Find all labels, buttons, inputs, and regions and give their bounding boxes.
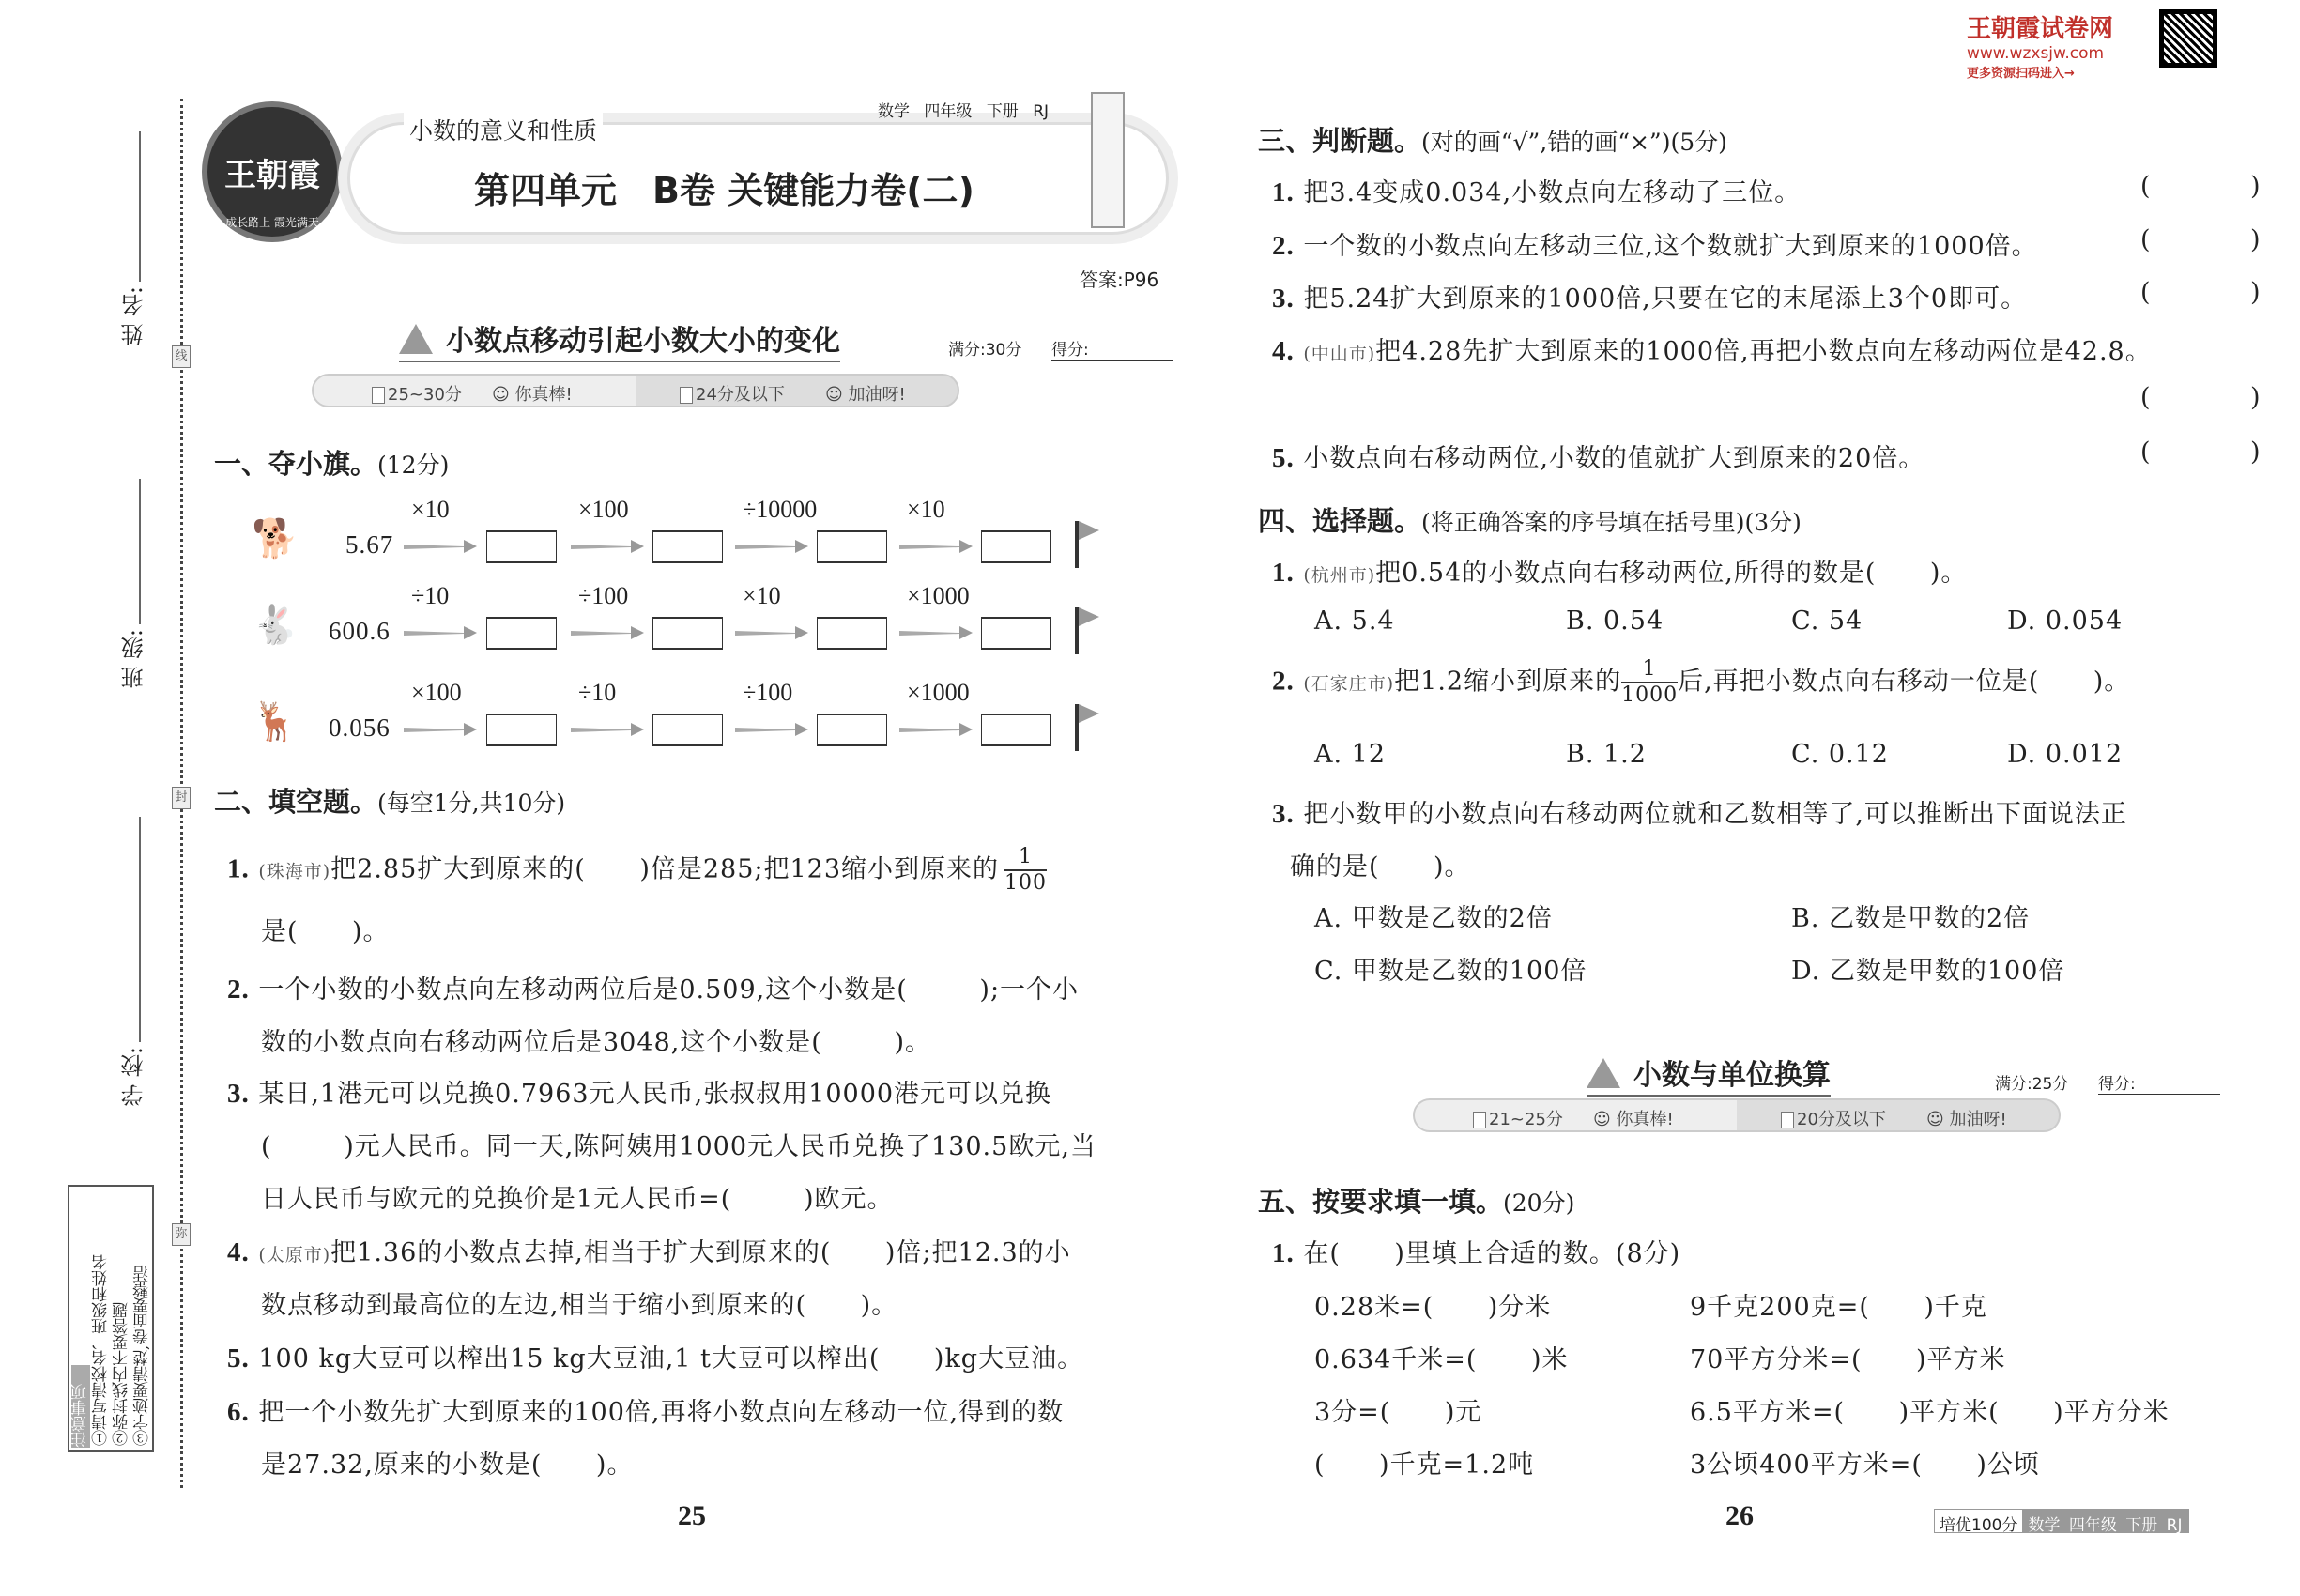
checkbox[interactable] [680, 387, 693, 404]
question-number: 4. [227, 1237, 250, 1267]
conversion-item: 6.5平方米=( )平方米( )平方分米 [1690, 1398, 2170, 1427]
question-number: 1. [1272, 1238, 1295, 1268]
option[interactable]: B. 乙数是甲数的2倍 [1791, 904, 2031, 933]
full-score: 满分:30分 [948, 341, 1022, 360]
question-text: 数点移动到最高位的左边,相当于缩小到原来的( )。 [261, 1291, 898, 1320]
question-text: 是( )。 [261, 917, 390, 946]
checkbox[interactable] [372, 387, 385, 404]
choice-item [1272, 657, 2130, 708]
operation-label: ×100 [578, 496, 629, 523]
city-tag: (珠海市) [258, 861, 331, 882]
answer-box[interactable] [652, 714, 723, 746]
conversion-item: ( )千克=1.2吨 [1314, 1450, 1535, 1480]
band-label: 25~30分 [388, 385, 462, 405]
checkbox[interactable] [1473, 1112, 1486, 1128]
question-number: 3. [227, 1079, 250, 1109]
band-label: 20分及以下 [1797, 1110, 1886, 1129]
question-heading [214, 781, 565, 820]
city-tag: (石家庄市) [1303, 673, 1395, 695]
answer-parens[interactable]: ( ) [2140, 437, 2262, 467]
sailboat-icon [1587, 1058, 1620, 1088]
flag-icon [1075, 521, 1079, 568]
option[interactable]: D. 0.012 [2007, 740, 2124, 769]
animal-icon: 🦌 [252, 700, 299, 744]
question-number: 3. [1272, 799, 1295, 829]
start-number: 5.67 [345, 530, 394, 559]
answer-box[interactable] [981, 530, 1051, 563]
question-text: 100 kg大豆可以榨出15 kg大豆油,1 t大豆可以榨出( )kg大豆油。 [258, 1344, 1084, 1373]
operation-label: ×1000 [907, 582, 970, 609]
class-field[interactable] [139, 479, 141, 624]
answer-ref: 答案:P96 [1080, 269, 1159, 291]
sailboat-icon [399, 324, 433, 354]
answer-box[interactable] [652, 617, 723, 650]
conversion-item: 70平方分米=( )平方米 [1690, 1345, 2006, 1374]
question-heading [1258, 120, 1727, 159]
question-number: 2. [227, 974, 250, 1005]
question-text: 数的小数点向右移动两位后是3048,这个小数是( )。 [261, 1028, 932, 1057]
praise-label: 加油呀! [1949, 1110, 2007, 1129]
question-text: 把5.24扩大到原来的1000倍,只要在它的末尾添上3个0即可。 [1303, 284, 2028, 314]
conversion-item: 0.634千米=( )米 [1314, 1345, 1569, 1374]
footer-badge [1934, 1509, 2189, 1533]
fraction [1621, 657, 1678, 708]
tag: 四年级 [924, 102, 973, 121]
animal-icon: 🐕 [252, 517, 299, 560]
score-field[interactable]: 得分: [1051, 336, 1173, 361]
choice-item [1272, 552, 1967, 589]
tag: 下册 [986, 102, 1019, 121]
arrow-icon [899, 725, 973, 734]
judgement-item [1272, 225, 2038, 262]
section-heading [399, 317, 840, 362]
question-line [227, 1232, 1071, 1268]
operation-label: ×10 [907, 496, 945, 523]
question-number: 2. [1272, 666, 1295, 697]
judgement-item [1272, 172, 1801, 208]
page-title: 第四单元 B卷 关键能力卷(二) [474, 170, 974, 211]
tag: RJ [1033, 102, 1050, 121]
answer-box[interactable] [817, 530, 887, 563]
notice-item: ①请写清校名、班级和姓名 [92, 1254, 111, 1446]
question-text: 把一个小数先扩大到原来的100倍,再将小数点向左移动一位,得到的数 [258, 1398, 1065, 1427]
heading-points: (每空1分,共10分) [377, 790, 566, 817]
question-line [227, 1338, 1083, 1374]
score-band-bar: 25~30分 ☺ 你真棒! 24分及以下 ☺ 加油呀! [312, 374, 959, 407]
question-text: 把0.54的小数点向右移动两位,所得的数是( )。 [1375, 559, 1968, 588]
brand-cta: 更多资源扫码进入→ [1967, 67, 2075, 81]
heading-text: 二、填空题。 [214, 786, 378, 818]
option[interactable]: C. 54 [1791, 606, 1863, 636]
heading-text: 四、选择题。 [1258, 505, 1422, 537]
answer-box[interactable] [817, 617, 887, 650]
flag-icon [1075, 607, 1079, 654]
fraction-numerator: 1 [1621, 657, 1678, 683]
answer-box[interactable] [486, 530, 557, 563]
option[interactable]: A. 甲数是乙数的2倍 [1314, 904, 1553, 933]
city-tag: (太原市) [258, 1245, 331, 1266]
school-field[interactable] [139, 817, 141, 1042]
arrow-icon [735, 542, 808, 551]
option[interactable]: B. 1.2 [1566, 740, 1647, 769]
name-label: 姓 名: [121, 286, 147, 346]
heading-points: (20分) [1503, 1189, 1575, 1217]
arrow-icon [571, 725, 644, 734]
arrow-icon [571, 628, 644, 637]
operation-label: ×10 [743, 582, 781, 609]
fraction-denominator: 100 [1004, 871, 1048, 895]
question-text: 小数点向右移动两位,小数的值就扩大到原来的20倍。 [1303, 444, 1925, 473]
operation-label: ÷10 [578, 679, 617, 706]
checkbox[interactable] [1781, 1112, 1794, 1128]
animal-icon: 🐇 [252, 604, 299, 647]
judgement-item [1272, 437, 1924, 474]
question-text: 是27.32,原来的小数是( )。 [261, 1450, 634, 1480]
question-text: 一个数的小数点向左移动三位,这个数就扩大到原来的1000倍。 [1303, 232, 2038, 261]
question-number: 1. [1272, 177, 1295, 207]
conversion-item: 3公顷400平方米=( )公顷 [1690, 1450, 2040, 1480]
question-heading [214, 443, 449, 482]
arrow-icon [571, 542, 644, 551]
seal-mark: 弥 [172, 1223, 191, 1246]
fraction-denominator: 1000 [1621, 683, 1679, 707]
question-number: 4. [1272, 336, 1295, 366]
answer-box[interactable] [652, 530, 723, 563]
answer-parens[interactable]: ( ) [2140, 225, 2262, 254]
question-line [227, 1073, 1051, 1110]
seal-mark: 封 [172, 787, 191, 809]
question-text: 把1.2缩小到原来的 [1394, 667, 1622, 697]
tag: 数学 [878, 102, 910, 121]
judgement-item [1272, 278, 2027, 315]
heading-text: 五、按要求填一填。 [1258, 1186, 1504, 1218]
question-line [227, 969, 1079, 1005]
footer-series: 培优100分 [1935, 1510, 2022, 1532]
question-text: 在( )里填上合适的数。(8分) [1303, 1239, 1681, 1268]
question-text: 把2.85扩大到原来的( )倍是285;把123缩小到原来的 [330, 854, 1000, 884]
question-number: 5. [227, 1343, 250, 1373]
publisher-logo [202, 101, 343, 242]
answer-box[interactable] [486, 617, 557, 650]
heading-points: (12分) [377, 452, 450, 479]
question-text: 把1.36的小数点去掉,相当于扩大到原来的( )倍;把12.3的小 [330, 1238, 1071, 1267]
choice-item [1290, 846, 1471, 882]
heading-text: 一、夺小旗。 [214, 448, 378, 480]
praise-label: 你真棒! [514, 385, 573, 405]
flag-icon [1075, 704, 1079, 751]
arrow-icon [899, 542, 973, 551]
section-heading [1587, 1051, 1831, 1097]
question-number: 1. [227, 853, 250, 884]
start-number: 0.056 [329, 714, 391, 742]
arrow-icon [735, 725, 808, 734]
city-tag: (中山市) [1303, 344, 1376, 364]
start-number: 600.6 [329, 617, 391, 645]
answer-box[interactable] [486, 714, 557, 746]
arrow-icon [735, 628, 808, 637]
operation-label: ÷100 [578, 582, 629, 609]
page-number: 26 [1725, 1500, 1754, 1531]
answer-parens[interactable]: ( ) [2140, 172, 2262, 201]
city-tag: (杭州市) [1303, 565, 1376, 586]
option[interactable]: C. 甲数是乙数的100倍 [1314, 957, 1587, 986]
operation-label: ×100 [411, 679, 462, 706]
topic: 小数的意义和性质 [404, 113, 603, 146]
heading-points: (对的画“√”,错的画“×”)(5分) [1421, 129, 1727, 156]
lighthouse-icon [1091, 92, 1125, 228]
question-text: 把小数甲的小数点向右移动两位就和乙数相等了,可以推断出下面说法正 [1303, 800, 2127, 829]
question-heading [1258, 1181, 1574, 1220]
judgement-item [1272, 330, 2152, 367]
answer-parens[interactable]: ( ) [2140, 278, 2262, 307]
conversion-item: 9千克200克=( )千克 [1690, 1293, 1987, 1322]
question-text: 把4.28先扩大到原来的1000倍,再把小数点向左移动两位是42.8。 [1375, 337, 2152, 366]
brand-block [1967, 9, 2145, 81]
answer-box[interactable] [817, 714, 887, 746]
band-label: 21~25分 [1489, 1110, 1563, 1129]
praise-label: 加油呀! [848, 385, 906, 405]
notice-box [68, 1185, 154, 1452]
question-number: 3. [1272, 284, 1295, 314]
operation-label: ÷10000 [743, 496, 818, 523]
page-number: 25 [678, 1500, 706, 1531]
operation-label: ÷10 [411, 582, 450, 609]
option[interactable]: D. 乙数是甲数的100倍 [1791, 957, 2065, 986]
notice-item: ③字迹要清楚,卷面要整洁 [133, 1265, 152, 1446]
question-number: 5. [1272, 443, 1295, 473]
question-text: 某日,1港元可以兑换0.7963元人民币,张叔叔用10000港元可以兑换 [258, 1080, 1052, 1109]
question-text: 一个小数的小数点向左移动两位后是0.509,这个小数是( );一个小 [258, 975, 1080, 1005]
option[interactable]: A. 5.4 [1314, 606, 1395, 636]
question-line [261, 1021, 931, 1058]
question-line [261, 1444, 633, 1481]
question-number: 2. [1272, 231, 1295, 261]
sub-question [1272, 1233, 1680, 1269]
book-tags [878, 98, 1049, 121]
heading-points: (将正确答案的序号填在括号里)(3分) [1421, 509, 1802, 536]
conversion-item: 0.28米=( )分米 [1314, 1293, 1552, 1322]
fraction-numerator: 1 [1004, 845, 1047, 871]
logo-slogan: 成长路上 霞光满天 [225, 216, 319, 229]
brand-url: www.wzxsjw.com [1967, 44, 2105, 63]
arrow-icon [404, 628, 477, 637]
question-line [227, 1391, 1064, 1428]
question-number: 1. [1272, 558, 1295, 588]
arrow-icon [899, 628, 973, 637]
band-label: 24分及以下 [696, 385, 785, 405]
fraction [1004, 845, 1047, 896]
answer-box[interactable] [981, 617, 1051, 650]
score-field[interactable]: 得分: [2098, 1070, 2220, 1095]
answer-box[interactable] [981, 714, 1051, 746]
brand-name: 王朝霞试卷网 [1967, 15, 2114, 43]
question-heading [1258, 500, 1802, 539]
heading-text: 三、判断题。 [1258, 125, 1422, 157]
seal-mark: 线 [172, 345, 191, 368]
conversion-item: 3分=( )元 [1314, 1398, 1482, 1427]
question-line [261, 911, 390, 947]
full-score: 满分:25分 [1995, 1075, 2069, 1094]
arrow-icon [404, 542, 477, 551]
operation-label: ÷100 [743, 679, 793, 706]
section-heading-text: 小数与单位换算 [1633, 1059, 1831, 1092]
answer-parens[interactable]: ( ) [2140, 383, 2262, 412]
question-line [227, 845, 1047, 896]
praise-label: 你真棒! [1616, 1110, 1674, 1129]
operation-label: ×10 [411, 496, 450, 523]
name-field[interactable] [139, 131, 141, 282]
qr-code-icon [2159, 9, 2217, 68]
question-line [261, 1126, 1096, 1162]
option[interactable]: B. 0.54 [1566, 606, 1664, 636]
notice-item: ②弥封线内不要答题 [113, 1302, 131, 1446]
footer-info: 数学 四年级 下册 RJ [2022, 1510, 2187, 1532]
question-text: 把3.4变成0.034,小数点向左移动了三位。 [1303, 178, 1802, 207]
question-text: 日人民币与欧元的兑换价是1元人民币=( )欧元。 [261, 1185, 894, 1214]
option[interactable]: D. 0.054 [2007, 606, 2124, 636]
question-text: 确的是( )。 [1290, 852, 1471, 882]
question-text: 后,再把小数点向右移动一位是( )。 [1678, 667, 2131, 697]
option[interactable]: C. 0.12 [1791, 740, 1889, 769]
notice-title: 注意事项 [71, 1365, 90, 1448]
operation-label: ×1000 [907, 679, 970, 706]
school-label: 学 校: [121, 1047, 147, 1107]
section-heading-text: 小数点移动引起小数大小的变化 [446, 325, 840, 358]
arrow-icon [404, 725, 477, 734]
choice-item [1272, 793, 2127, 830]
class-label: 班 级: [121, 629, 147, 689]
score-band-bar: 21~25分 ☺ 你真棒! 20分及以下 ☺ 加油呀! [1413, 1098, 2061, 1132]
question-number: 6. [227, 1397, 250, 1427]
question-line [261, 1178, 894, 1215]
question-line [261, 1284, 897, 1321]
question-text: ( )元人民币。同一天,陈阿姨用1000元人民币兑换了130.5欧元,当 [261, 1132, 1096, 1161]
logo-text: 王朝霞 [224, 157, 320, 194]
option[interactable]: A. 12 [1314, 740, 1387, 769]
